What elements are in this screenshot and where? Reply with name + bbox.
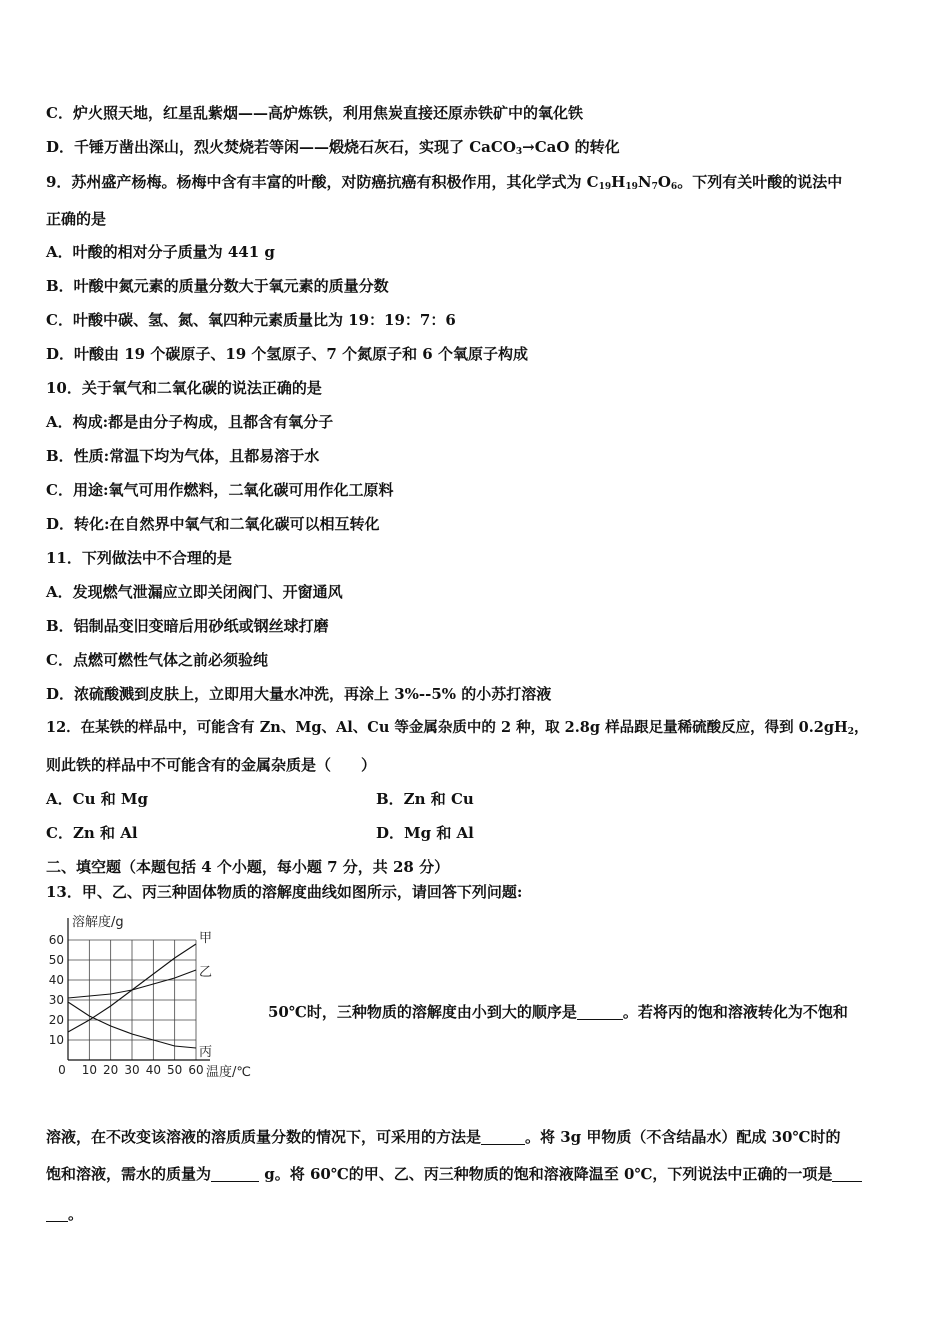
q12-stem-cont: 则此铁的样品中不可能含有的金属杂质是（ ） — [46, 756, 377, 774]
q12-option-c: C．Zn 和 Al — [46, 824, 138, 842]
series-label: 乙 — [199, 965, 213, 980]
q10-option-b: B．性质:常温下均为气体，且都易溶于水 — [46, 447, 320, 465]
x-tick-label: 30 — [124, 1063, 140, 1077]
q9-option-a: A．叶酸的相对分子质量为 441 g — [46, 243, 275, 261]
q10-option-c: C．用途:氧气可用作燃料，二氧化碳可用作化工原料 — [46, 481, 394, 499]
x-tick-label: 10 — [81, 1063, 97, 1077]
q8-option-c: C．炉火照天地，红星乱紫烟——高炉炼铁，利用焦炭直接还原赤铁矿中的氧化铁 — [46, 104, 583, 122]
chart-grid — [68, 940, 196, 1060]
y-tick-label: 30 — [48, 993, 64, 1007]
q9-option-c: C．叶酸中碳、氢、氮、氧四种元素质量比为 19：19：7：6 — [46, 311, 456, 329]
q10-option-a: A．构成:都是由分子构成，且都含有氧分子 — [46, 413, 334, 431]
q11-stem: 11．下列做法中不合理的是 — [46, 549, 232, 567]
q13-stem: 13．甲、乙、丙三种固体物质的溶解度曲线如图所示，请回答下列问题: — [46, 883, 523, 901]
y-tick-label: 20 — [48, 1013, 64, 1027]
q9-stem: 9．苏州盛产杨梅。杨梅中含有丰富的叶酸，对防癌抗癌有积极作用，其化学式为 $C_{19}H_{19}N_7O_6$。下列有关叶酸的说法中 — [46, 173, 843, 192]
x-tick-label: 60 — [188, 1063, 204, 1077]
x-tick-label: 0 — [58, 1063, 66, 1077]
x-tick-label: 40 — [145, 1063, 161, 1077]
q9-option-d: D．叶酸由 19 个碳原子、19 个氢原子、7 个氮原子和 6 个氧原子构成 — [46, 345, 528, 363]
section-heading: 二、填空题（本题包括 4 个小题，每小题 7 分，共 28 分） — [46, 858, 450, 876]
q11-option-d: D．浓硫酸溅到皮肤上，立即用大量水冲洗，再涂上 3%--5% 的小苏打溶液 — [46, 685, 552, 703]
answer-blank-4[interactable] — [832, 1165, 862, 1182]
series-label: 丙 — [199, 1045, 213, 1060]
q12-option-d: D．Mg 和 Al — [376, 824, 474, 842]
q11-option-c: C．点燃可燃性气体之前必须验纯 — [46, 651, 268, 669]
q10-stem: 10．关于氧气和二氧化碳的说法正确的是 — [46, 379, 322, 397]
q13-line-4: 。 — [46, 1204, 83, 1224]
q12-stem: 12．在某铁的样品中，可能含有 Zn、Mg、Al、Cu 等金属杂质中的 2 种，取 2.8g 样品跟足量稀硫酸反应，得到 $0.2gH_2$， — [46, 719, 869, 737]
y-tick-label: 40 — [48, 973, 64, 987]
q10-option-d: D．转化:在自然界中氧气和二氧化碳可以相互转化 — [46, 515, 380, 533]
q9-option-b: B．叶酸中氮元素的质量分数大于氧元素的质量分数 — [46, 277, 389, 295]
q8-option-d: D．千锤万凿出深山，烈火焚烧若等闲——煅烧石灰石，实现了 CaCO$_3$→CaO 的转化 — [46, 138, 620, 157]
x-axis-label: 温度/℃ — [206, 1065, 251, 1080]
y-axis-label: 溶解度/g — [72, 915, 124, 930]
q12-option-b: B．Zn 和 Cu — [376, 790, 474, 808]
x-tick-label: 50 — [167, 1063, 183, 1077]
q9-stem-cont: 正确的是 — [46, 210, 107, 228]
x-tick-label: 20 — [103, 1063, 119, 1077]
q11-option-a: A．发现燃气泄漏应立即关闭阀门、开窗通风 — [46, 583, 343, 601]
y-tick-label: 60 — [48, 933, 64, 947]
q11-option-b: B．铝制品变旧变暗后用砂纸或钢丝球打磨 — [46, 617, 329, 635]
q13-line-2: 溶液，在不改变该溶液的溶质质量分数的情况下，可采用的方法是 。将 3g 甲物质（不含结晶水）配成 30℃时的 — [46, 1128, 841, 1146]
y-tick-label: 50 — [48, 953, 64, 967]
answer-blank-4-cont[interactable] — [46, 1205, 68, 1222]
series-label: 甲 — [199, 931, 213, 946]
q13-line-3: 饱和溶液，需水的质量为 g。将 60℃的甲、乙、丙三种物质的饱和溶液降温至 0℃，下列说法中正确的一项是 — [46, 1164, 862, 1184]
y-tick-label: 10 — [48, 1033, 64, 1047]
solubility-chart — [40, 910, 270, 1090]
q12-option-a: A．Cu 和 Mg — [46, 790, 149, 808]
answer-blank-1[interactable] — [577, 1003, 623, 1020]
answer-blank-3[interactable] — [211, 1165, 259, 1182]
answer-blank-2[interactable] — [481, 1128, 525, 1145]
q13-line-1: 50℃时，三种物质的溶解度由小到大的顺序是 。若将丙的饱和溶液转化为不饱和 — [268, 1003, 848, 1021]
